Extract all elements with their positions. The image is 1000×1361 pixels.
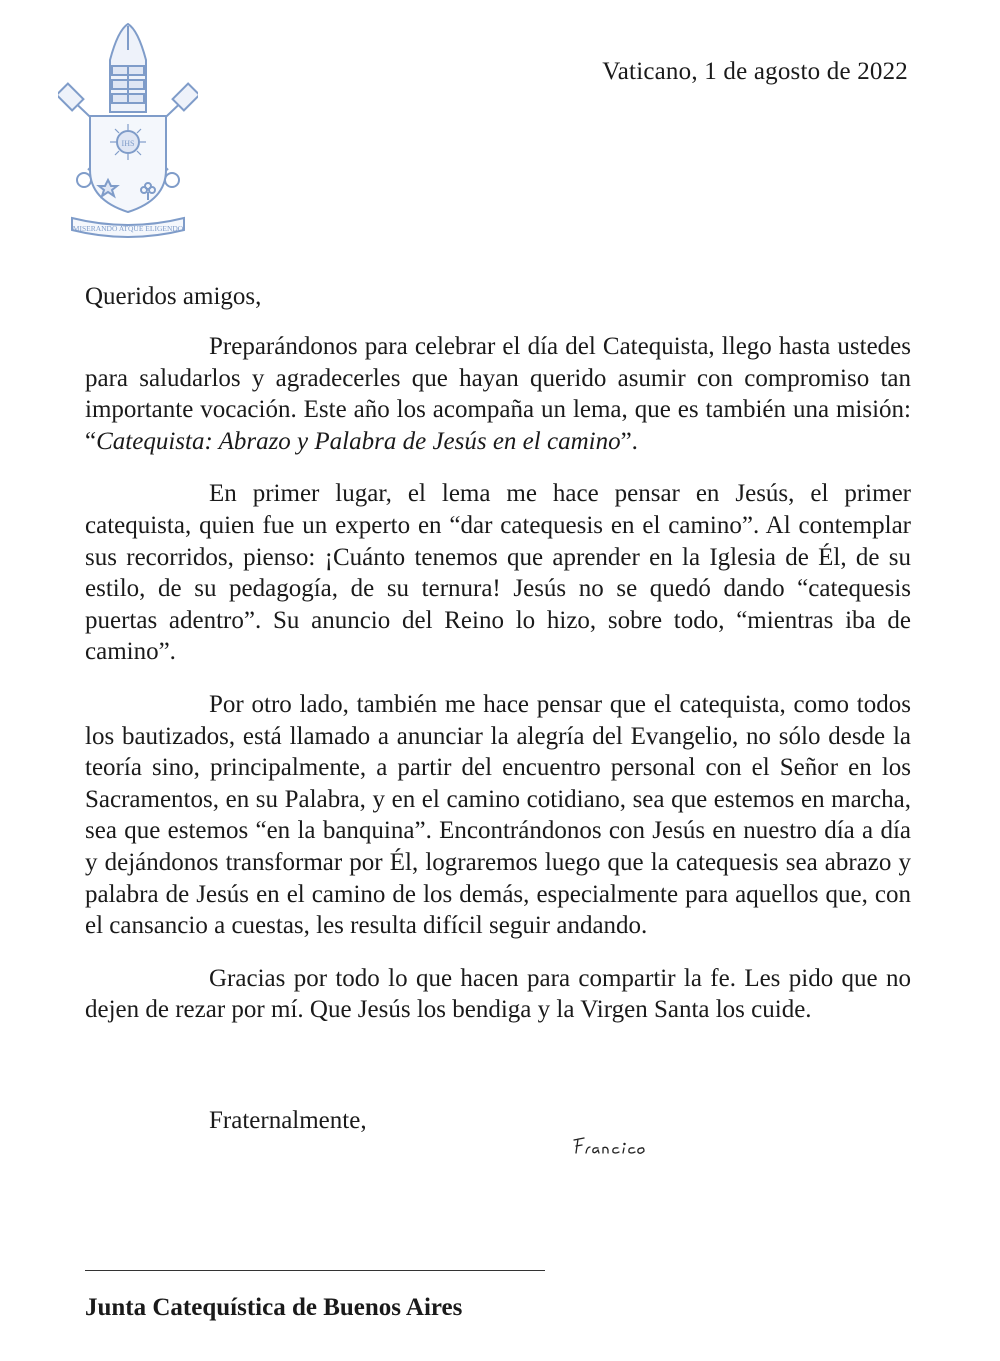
paragraph-1 (85, 331, 911, 457)
papal-coat-of-arms-icon (58, 20, 198, 238)
salutation: Queridos amigos, (85, 283, 262, 310)
handwritten-signature (570, 1131, 670, 1161)
paragraph-3: Por otro lado, también me hace pensar que el catequista, como todos los bautizados, está llamado a anunciar la alegría del Evangelio, no sólo desde la teoría sino, principalmente, a partir del encuentro personal con el Señor en los Sacramentos, en su Palabra, y en el camino cotidiano, sea que estemos en marcha, sea que estemos “en la banquina”. Encontrándonos con Jesús en nuestro día a día y dejándonos transformar por Él, lograremos luego que la catequesis sea abrazo y palabra de Jesús en el camino de los demás, especialmente para aquellos que, con el cansancio a cuestas, les resulta difícil seguir andando. (85, 690, 911, 940)
place-and-date: Vaticano, 1 de agosto de 2022 (602, 58, 908, 85)
paragraph-2: En primer lugar, el lema me hace pensar en Jesús, el primer catequista, quien fue un experto en “dar catequesis en el camino”. Al contemplar sus recorridos, pienso: ¡Cuánto tenemos que aprender en la Iglesia de Él, de su estilo, de su pedagogía, de su ternura! Jesús no se quedó dando “catequesis puertas adentro”. Su anuncio del Reino lo hizo, sobre todo, “mientras iba de camino”. (85, 480, 911, 666)
letter-body (85, 331, 911, 1026)
closing: Fraternalmente, (209, 1107, 367, 1134)
paragraph-1-text: Preparándonos para celebrar el día del Catequista, llego hasta ustedes para saludarlos y agradecerles que hayan querido asumir con compromiso tan importante vocación. Este año los acompaña un lema, que es también una misión: “ (85, 333, 911, 455)
paragraph-1-end: ”. (620, 427, 638, 455)
addressee: Junta Catequística de Buenos Aires (85, 1294, 463, 1321)
motto-text: Catequista: Abrazo y Palabra de Jesús en el camino (96, 427, 621, 455)
paragraph-4: Gracias por todo lo que hacen para compartir la fe. Les pido que no dejen de rezar por mí. Que Jesús los bendiga y la Virgen Santa los cuide. (85, 964, 911, 1024)
svg-text:IHS: IHS (121, 139, 135, 148)
coat-of-arms-motto: MISERANDO ATQUE ELIGENDO (72, 224, 184, 233)
footer-divider (85, 1270, 545, 1271)
